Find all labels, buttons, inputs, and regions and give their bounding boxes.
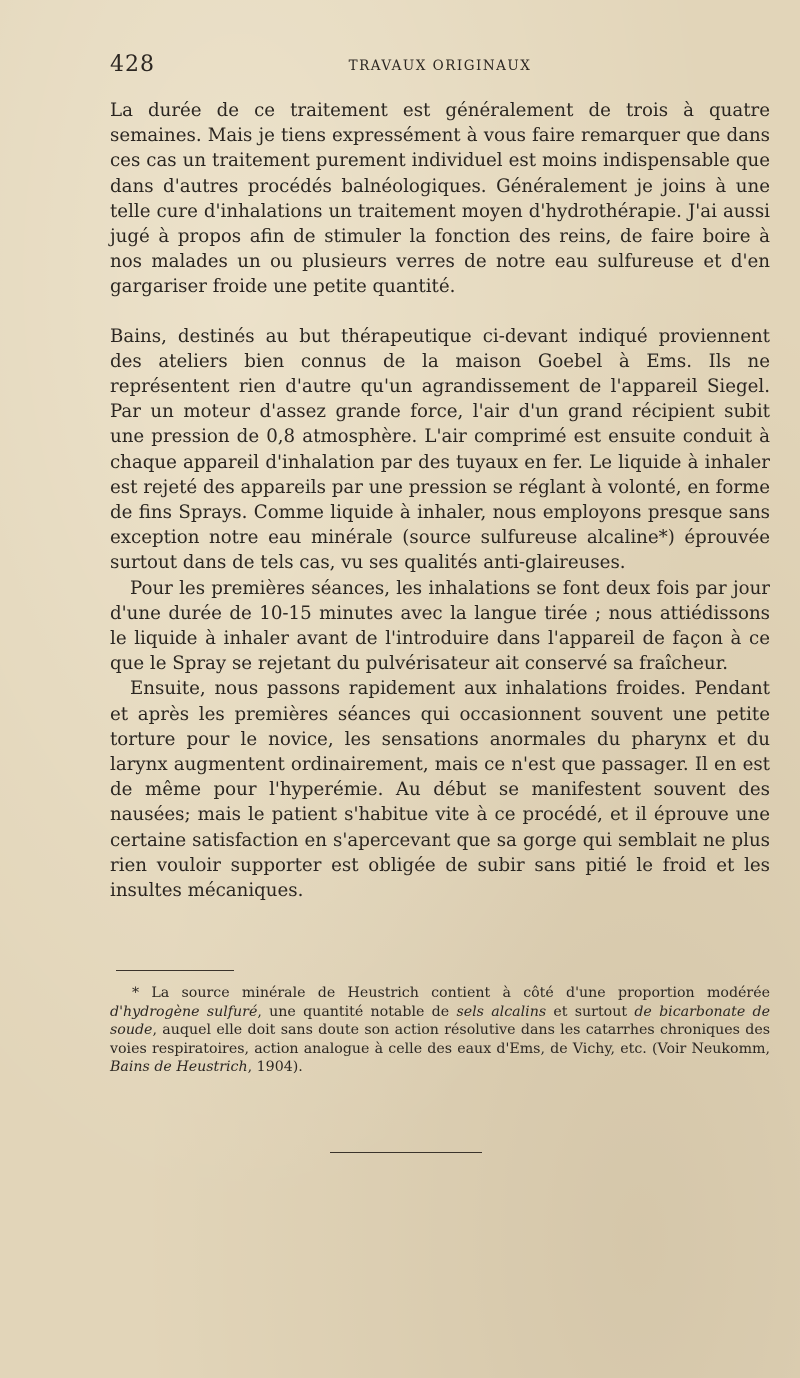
footnote-segment: , auquel elle doit sans doute son action résolutive dans les catarrhes chroniques des voies respiratoires, action analogue à celle des eaux d'Ems, de Vichy, etc. (Voir Neukomm, [110, 1022, 770, 1057]
section-end-rule [330, 1152, 482, 1153]
footnote-italic: sels alcalins [456, 1003, 547, 1020]
footnote-segment: , une quantité notable de [257, 1003, 457, 1020]
page-header [110, 52, 770, 78]
footnote-italic: de bicarbonate de soude [110, 1003, 770, 1039]
body-text [110, 98, 770, 903]
footnote [110, 984, 770, 1077]
page-number: 428 [110, 52, 155, 77]
paragraph-first-sessions: Pour les premières séances, les inhalations se font deux fois par jour d'une durée de 10-15 minutes avec la langue tirée ; nous attiédissons le liquide à inhaler avant de l'introduire dans l'appareil de façon à ce que le Spray se rejetant du pulvérisateur ait conservé sa fraîcheur. [110, 577, 770, 675]
footnote-segment: , 1904). [247, 1059, 303, 1076]
paragraph-duration: La durée de ce traitement est généralement de trois à quatre semaines. Mais je tiens expressément à vous faire remarquer que dans ces cas un traitement purement individuel est moins indispensable que dans d'autres procédés balnéologiques. Généralement je joins à une telle cure d'inhalations un traitement moyen d'hydrothérapie. J'ai aussi jugé à propos afin de stimuler la fonction des reins, de faire boire à nos malades un ou plusieurs verres de notre eau sulfureuse et d'en gargariser froide une petite quantité. [110, 100, 770, 298]
paragraph-inhalation-apparatus: Bains, destinés au but thérapeutique ci-devant indiqué proviennent des ateliers bien connus de la maison Goebel à Ems. Ils ne représentent rien d'autre qu'un agrandissement de l'appareil Siegel. Par un moteur d'assez grande force, l'air d'un grand récipient subit une pression de 0,8 atmosphère. L'air comprimé est ensuite conduit à chaque appareil d'inhalation par des tuyaux en fer. Le liquide à inhaler est rejeté des appareils par une pression se réglant à volonté, en forme de fins Sprays. Comme liquide à inhaler, nous employons presque sans exception notre eau minérale (source sulfureuse alcaline*) éprouvée surtout dans de tels cas, vu ses qualités anti-glaireuses. [110, 325, 770, 574]
footnote-text [110, 984, 770, 1077]
footnote-italic: d'hydrogène sulfuré [110, 1003, 258, 1020]
paragraph-cold-inhalations: Ensuite, nous passons rapidement aux inhalations froides. Pendant et après les premières séances qui occasionnent souvent une petite torture pour le novice, les sensations anormales du pharynx et du larynx augmentent ordinairement, mais ce n'est que passager. Il en est de même pour l'hyperémie. Au début se manifestent souvent des nausées; mais le patient s'habitue vite à ce procédé, et il éprouve une certaine satisfaction en s'apercevant que sa gorge qui semblait ne plus rien vouloir supporter est obligée de subir sans pitié le froid et les insultes mécaniques. [110, 678, 770, 902]
footnote-segment: * La source minérale de Heustrich contient à côté d'une proportion modérée [132, 985, 770, 1001]
footnote-italic: Bains de Heustrich [110, 1059, 248, 1076]
running-title: TRAVAUX ORIGINAUX [348, 58, 532, 74]
footnote-segment: et surtout [546, 1003, 635, 1020]
footnote-divider [116, 970, 234, 971]
